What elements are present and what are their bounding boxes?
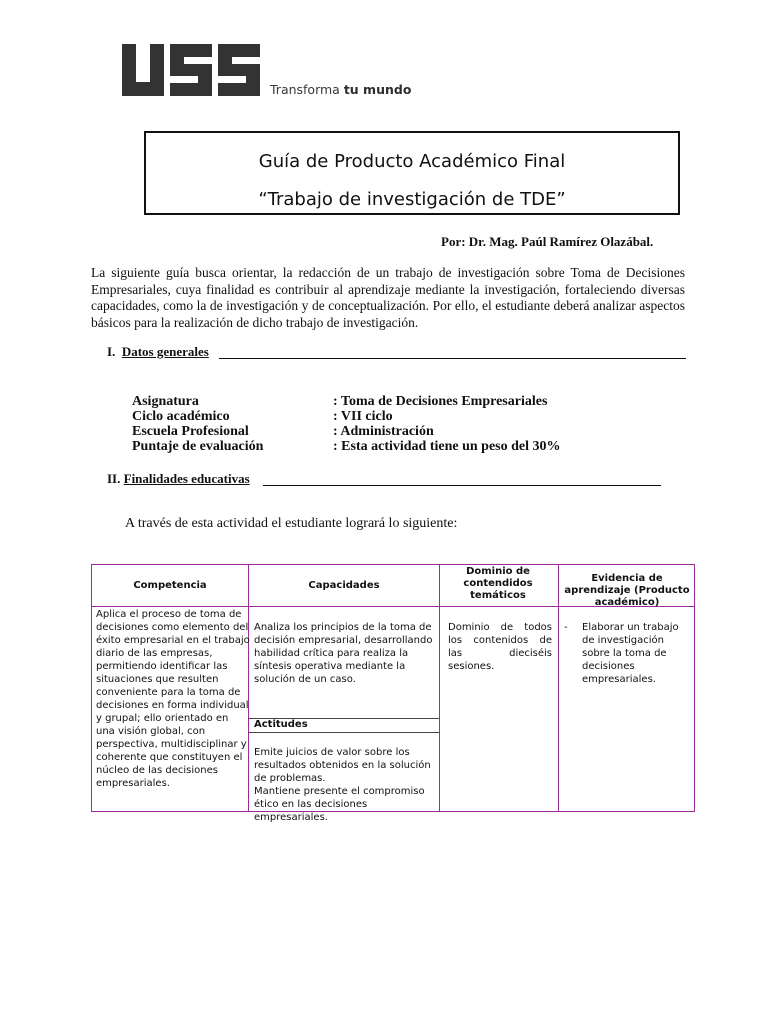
header-dominio: Dominio de contendidos temáticos <box>463 566 533 601</box>
document-title: Guía de Producto Académico Final <box>258 151 566 172</box>
header-capacidades: Capacidades <box>308 580 380 591</box>
header-evidencia: Evidencia de aprendizaje (Producto académico) <box>564 573 690 608</box>
general-value-asignatura: : Toma de Decisiones Empresariales <box>333 394 548 409</box>
cell-evidencia-bullet: - <box>564 622 568 633</box>
cell-actitudes-2: Mantiene presente el compromiso ético en las decisiones empresariales. <box>254 786 425 823</box>
intro-paragraph: La siguiente guía busca orientar, la redacción de un trabajo de investigación sobre Toma de Decisiones Empresariales, cuya finalidad es contribuir al aprendizaje mediante la investigación, fortaleciendo diversas capacidades, como la de investigación y de conceptualización. Por ello, el estudiante deberá analizar aspectos básicos para la realización de dicho trabajo de investigación. <box>91 265 685 330</box>
lead-sentence: A través de esta actividad el estudiante logrará lo siguiente: <box>125 516 458 531</box>
competencies-table <box>91 564 695 823</box>
general-value-escuela: : Administración <box>333 424 434 439</box>
general-value-puntaje: : Esta actividad tiene un peso del 30% <box>333 439 561 454</box>
uss-logo-mark <box>122 42 262 98</box>
header-competencia: Competencia <box>133 580 207 591</box>
title-box <box>144 131 680 215</box>
cell-evidencia: Elaborar un trabajo de investigación sobre la toma de decisiones empresariales. <box>582 622 679 685</box>
cell-competencia: Aplica el proceso de toma de decisiones como elemento del éxito empresarial en el trabajo diario de las empresas, permitiendo identificar las situaciones que resulten conveniente para la toma de decisiones en forma individual y grupal; ello orientado en una visión global, con perspectiva, multidisciplinar y coherente que constituyen el núcleo de las decisiones empresariales. <box>96 609 250 789</box>
general-label-puntaje: Puntaje de evaluación <box>132 439 264 454</box>
general-value-ciclo: : VII ciclo <box>333 409 393 424</box>
actitudes-divider-bottom <box>248 732 439 733</box>
author-line: Por: Dr. Mag. Paúl Ramírez Olazábal. <box>441 234 654 249</box>
cell-actitudes-label: Actitudes <box>254 719 308 730</box>
table-col-divider-2 <box>439 565 440 811</box>
section-2-heading: II. Finalidades educativas <box>107 471 250 486</box>
general-label-asignatura: Asignatura <box>132 394 199 409</box>
cell-capacidades: Analiza los principios de la toma de decisión empresarial, desarrollando habilidad crítica para realiza la síntesis operativa mediante la solución de un caso. <box>254 622 433 685</box>
section-1-rule <box>219 358 686 359</box>
cell-dominio: Dominio de todos los contenidos de las dieciséis sesiones. <box>448 622 552 672</box>
general-label-ciclo: Ciclo académico <box>132 409 230 424</box>
section-1-heading: I. Datos generales <box>107 344 209 359</box>
uss-logo <box>122 42 422 102</box>
cell-actitudes-1: Emite juicios de valor sobre los resultados obtenidos en la solución de problemas. <box>254 747 431 784</box>
section-2-rule <box>263 485 661 486</box>
document-subtitle: “Trabajo de investigación de TDE” <box>258 189 566 210</box>
logo-tagline: Transforma tu mundo <box>270 82 412 97</box>
general-label-escuela: Escuela Profesional <box>132 424 249 439</box>
